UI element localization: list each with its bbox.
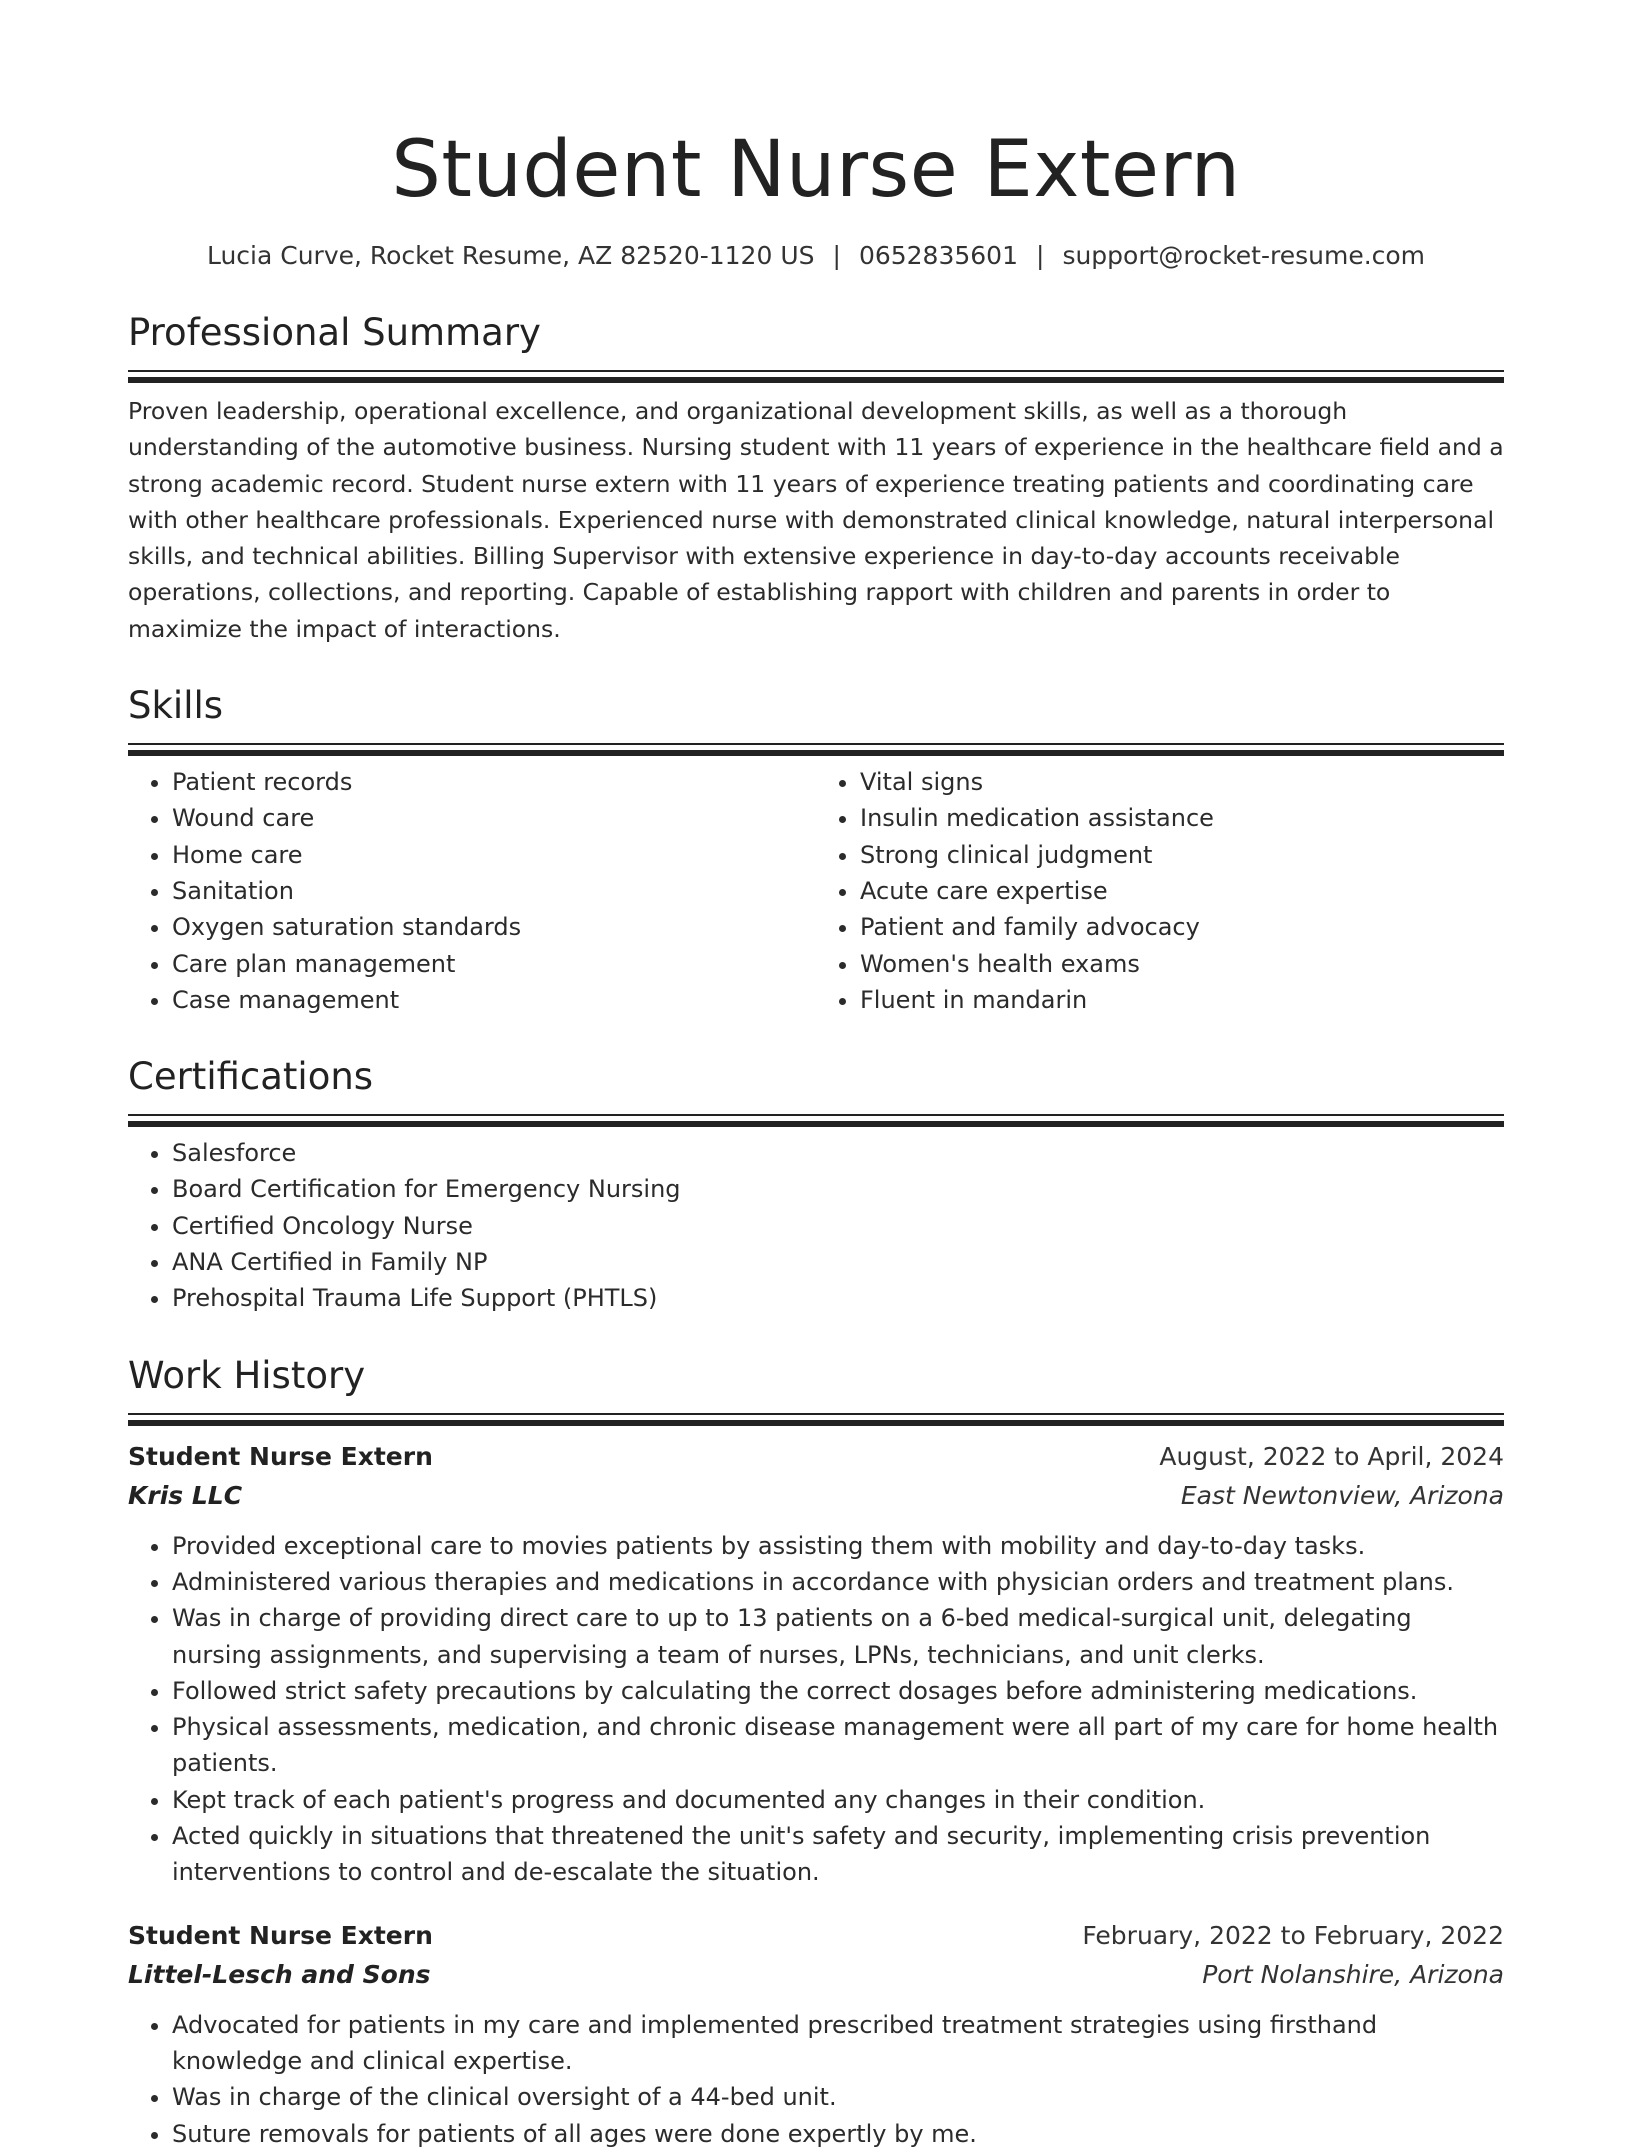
skills-columns xyxy=(128,764,1504,1018)
section-divider xyxy=(128,1114,1504,1129)
work-history-heading: Work History xyxy=(128,1353,366,1397)
job-subheader xyxy=(128,1955,1504,1995)
section-divider xyxy=(128,743,1504,758)
skill-item: • Insulin medication assistance xyxy=(860,800,1504,836)
job-company: Kris LLC xyxy=(128,1480,243,1510)
contact-phone: 0652835601 xyxy=(858,241,1018,270)
certification-item: • Salesforce xyxy=(172,1135,1504,1171)
skill-item: • Strong clinical judgment xyxy=(860,837,1504,873)
skills-section xyxy=(128,681,1504,1018)
skill-item: • Wound care xyxy=(172,800,816,836)
summary-text: Proven leadership, operational excellence, and organizational development skills, as well as a thorough understanding of the automotive business. Nursing student with 11 years of experience in the healthcare field and a strong academic record. Student nurse extern with 11 years of experience treating patients and coordinating care with other healthcare professionals. Experienced nurse with demonstrated clinical knowledge, natural interpersonal skills, and technical abilities. Billing Supervisor with extensive experience in day-to-day accounts receivable operations, collections, and reporting. Capable of establishing rapport with children and parents in order to maximize the impact of interactions. xyxy=(128,397,1504,643)
skills-heading: Skills xyxy=(128,684,224,728)
job-header xyxy=(128,1917,1504,1955)
skill-item: • Oxygen saturation standards xyxy=(172,909,816,945)
certifications-list xyxy=(128,1135,1504,1316)
job-bullet: • Suture removals for patients of all ages were done expertly by me. xyxy=(172,2116,1504,2152)
job-entry xyxy=(128,1438,1504,1891)
job-bullets xyxy=(128,2007,1504,2152)
skills-list-right xyxy=(816,764,1504,1018)
job-bullet: • Kept track of each patient's progress and documented any changes in their condition. xyxy=(172,1782,1504,1818)
job-bullets xyxy=(128,1528,1504,1891)
contact-line xyxy=(128,238,1504,274)
job-company: Littel-Lesch and Sons xyxy=(128,1959,431,1989)
certification-item: • Board Certification for Emergency Nursing xyxy=(172,1171,1504,1207)
job-subheader xyxy=(128,1476,1504,1516)
certifications-heading: Certifications xyxy=(128,1055,374,1099)
job-title: Student Nurse Extern xyxy=(128,1920,433,1950)
summary-heading: Professional Summary xyxy=(128,311,541,354)
section-divider xyxy=(128,1413,1504,1428)
skill-item: • Acute care expertise xyxy=(860,873,1504,909)
job-dates: August, 2022 to April, 2024 xyxy=(1159,1441,1504,1471)
contact-separator: | xyxy=(832,241,841,270)
job-bullet: • Administered various therapies and medications in accordance with physician orders and treatment plans. xyxy=(172,1564,1504,1600)
job-location: East Newtonview, Arizona xyxy=(1180,1480,1504,1510)
job-bullet: • Acted quickly in situations that threatened the unit's safety and security, implementing crisis prevention interventions to control and de-escalate the situation. xyxy=(172,1818,1504,1891)
job-header xyxy=(128,1438,1504,1476)
job-bullet: • Advocated for patients in my care and implemented prescribed treatment strategies using firsthand knowledge and clinical expertise. xyxy=(172,2007,1504,2080)
job-bullet: • Provided exceptional care to movies patients by assisting them with mobility and day-to-day tasks. xyxy=(172,1528,1504,1564)
job-title: Student Nurse Extern xyxy=(128,1441,433,1471)
certification-item: • ANA Certified in Family NP xyxy=(172,1244,1504,1280)
job-bullet: • Was in charge of providing direct care to up to 13 patients on a 6-bed medical-surgical unit, delegating nursing assignments, and supervising a team of nurses, LPNs, technicians, and unit clerks. xyxy=(172,1600,1504,1673)
job-location: Port Nolanshire, Arizona xyxy=(1202,1959,1504,1989)
job-dates: February, 2022 to February, 2022 xyxy=(1082,1920,1504,1950)
certifications-section xyxy=(128,1052,1504,1316)
contact-email: support@rocket-resume.com xyxy=(1062,241,1426,270)
skill-item: • Patient and family advocacy xyxy=(860,909,1504,945)
contact-separator: | xyxy=(1036,241,1045,270)
summary-section xyxy=(128,308,1504,647)
work-history-section xyxy=(128,1351,1504,2152)
job-bullet: • Followed strict safety precautions by calculating the correct dosages before administering medications. xyxy=(172,1673,1504,1709)
skill-item: • Case management xyxy=(172,982,816,1018)
skill-item: • Women's health exams xyxy=(860,946,1504,982)
resume-title: Student Nurse Extern xyxy=(391,125,1241,215)
skill-item: • Fluent in mandarin xyxy=(860,982,1504,1018)
certification-item: • Prehospital Trauma Life Support (PHTLS) xyxy=(172,1280,1504,1316)
skills-list-left xyxy=(128,764,816,1018)
skill-item: • Sanitation xyxy=(172,873,816,909)
job-entry xyxy=(128,1917,1504,2152)
skill-item: • Home care xyxy=(172,837,816,873)
section-divider xyxy=(128,370,1504,385)
certification-item: • Certified Oncology Nurse xyxy=(172,1208,1504,1244)
skill-item: • Patient records xyxy=(172,764,816,800)
job-bullet: • Physical assessments, medication, and chronic disease management were all part of my care for home health patients. xyxy=(172,1709,1504,1782)
job-bullet: • Was in charge of the clinical oversight of a 44-bed unit. xyxy=(172,2079,1504,2115)
skill-item: • Vital signs xyxy=(860,764,1504,800)
skill-item: • Care plan management xyxy=(172,946,816,982)
contact-address: Lucia Curve, Rocket Resume, AZ 82520-1120 US xyxy=(206,241,815,270)
